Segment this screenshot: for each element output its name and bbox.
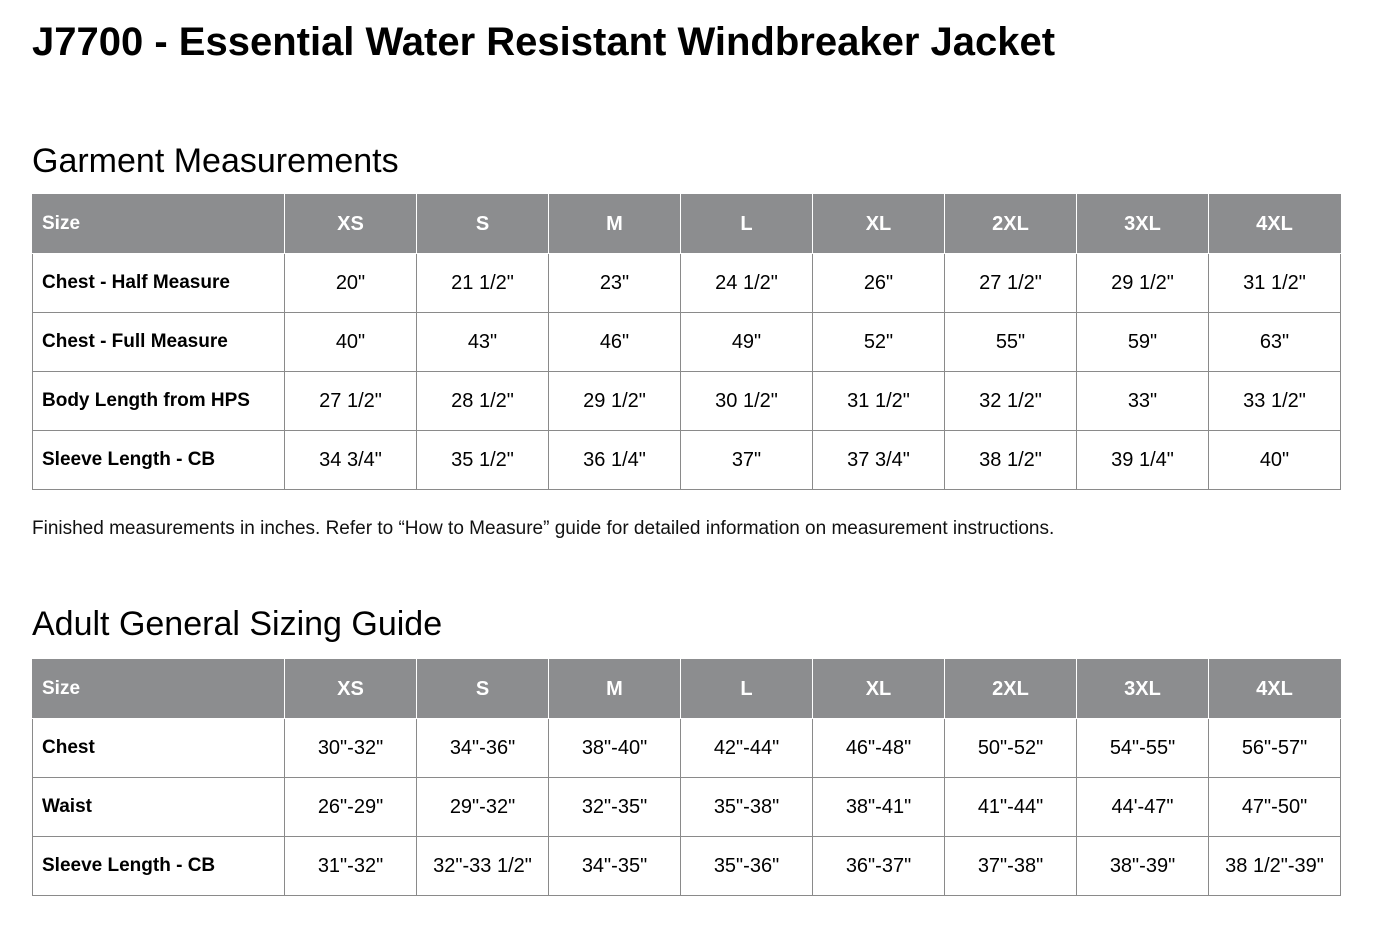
sizing-guide-heading: Adult General Sizing Guide [32,605,443,643]
table-cell: 39 1/4" [1077,431,1209,490]
table-cell: 40" [285,313,417,372]
table-cell: 34"-35" [549,837,681,896]
table-cell: 27 1/2" [285,372,417,431]
table-cell: 44'-47" [1077,778,1209,837]
size-column-header: XL [813,660,945,719]
table-cell: 27 1/2" [945,254,1077,313]
size-column-header: M [549,195,681,254]
size-column-header: 2XL [945,660,1077,719]
table-cell: 38"-39" [1077,837,1209,896]
table-header-row [33,660,1341,719]
size-column-header: 2XL [945,195,1077,254]
table-cell: 28 1/2" [417,372,549,431]
size-column-header: 4XL [1209,660,1341,719]
table-cell: 35"-38" [681,778,813,837]
table-cell: 55" [945,313,1077,372]
table-cell: 33 1/2" [1209,372,1341,431]
size-column-header: 3XL [1077,195,1209,254]
row-label: Chest [33,719,285,778]
table-cell: 32"-35" [549,778,681,837]
table-cell: 46" [549,313,681,372]
table-cell: 38"-41" [813,778,945,837]
table-cell: 23" [549,254,681,313]
table-cell: 46"-48" [813,719,945,778]
table-cell: 37 3/4" [813,431,945,490]
table-row [33,837,1341,896]
size-column-header: XL [813,195,945,254]
table-cell: 31"-32" [285,837,417,896]
table-cell: 32 1/2" [945,372,1077,431]
table-cell: 36"-37" [813,837,945,896]
table-cell: 20" [285,254,417,313]
table-row [33,313,1341,372]
row-label: Body Length from HPS [33,372,285,431]
table-cell: 35 1/2" [417,431,549,490]
table-row [33,431,1341,490]
table-cell: 29"-32" [417,778,549,837]
row-label: Waist [33,778,285,837]
table-cell: 26" [813,254,945,313]
row-label: Chest - Full Measure [33,313,285,372]
table-cell: 52" [813,313,945,372]
table-cell: 29 1/2" [1077,254,1209,313]
size-header-label: Size [33,660,285,719]
table-cell: 49" [681,313,813,372]
table-cell: 30"-32" [285,719,417,778]
garment-measurements-table [32,194,1341,490]
row-label: Sleeve Length - CB [33,837,285,896]
row-label: Chest - Half Measure [33,254,285,313]
table-cell: 42"-44" [681,719,813,778]
table-cell: 33" [1077,372,1209,431]
table-cell: 37"-38" [945,837,1077,896]
size-header-label: Size [33,195,285,254]
table-row [33,719,1341,778]
table-cell: 54"-55" [1077,719,1209,778]
table-cell: 43" [417,313,549,372]
size-column-header: L [681,660,813,719]
table-cell: 47"-50" [1209,778,1341,837]
size-column-header: 3XL [1077,660,1209,719]
table-cell: 24 1/2" [681,254,813,313]
adult-sizing-guide-table [32,659,1341,896]
size-column-header: 4XL [1209,195,1341,254]
table-cell: 36 1/4" [549,431,681,490]
table-cell: 38"-40" [549,719,681,778]
size-column-header: S [417,195,549,254]
table-cell: 30 1/2" [681,372,813,431]
table-cell: 31 1/2" [813,372,945,431]
table-cell: 41"-44" [945,778,1077,837]
table-row [33,778,1341,837]
garment-measurements-heading: Garment Measurements [32,142,399,180]
table-header-row [33,195,1341,254]
table-cell: 38 1/2"-39" [1209,837,1341,896]
table-row [33,254,1341,313]
table-cell: 34"-36" [417,719,549,778]
size-column-header: XS [285,660,417,719]
table-cell: 38 1/2" [945,431,1077,490]
page-title: J7700 - Essential Water Resistant Windbreaker Jacket [32,20,1056,64]
size-column-header: S [417,660,549,719]
size-column-header: XS [285,195,417,254]
table-cell: 63" [1209,313,1341,372]
size-column-header: M [549,660,681,719]
table-cell: 32"-33 1/2" [417,837,549,896]
table-cell: 35"-36" [681,837,813,896]
row-label: Sleeve Length - CB [33,431,285,490]
table-cell: 34 3/4" [285,431,417,490]
table-cell: 50"-52" [945,719,1077,778]
table-cell: 31 1/2" [1209,254,1341,313]
table-row [33,372,1341,431]
table-cell: 37" [681,431,813,490]
table-cell: 29 1/2" [549,372,681,431]
table-cell: 59" [1077,313,1209,372]
measurement-footnote: Finished measurements in inches. Refer to “How to Measure” guide for detailed information on measurement instructions. [32,518,1055,539]
table-cell: 26"-29" [285,778,417,837]
size-column-header: L [681,195,813,254]
table-cell: 40" [1209,431,1341,490]
table-cell: 56"-57" [1209,719,1341,778]
table-cell: 21 1/2" [417,254,549,313]
